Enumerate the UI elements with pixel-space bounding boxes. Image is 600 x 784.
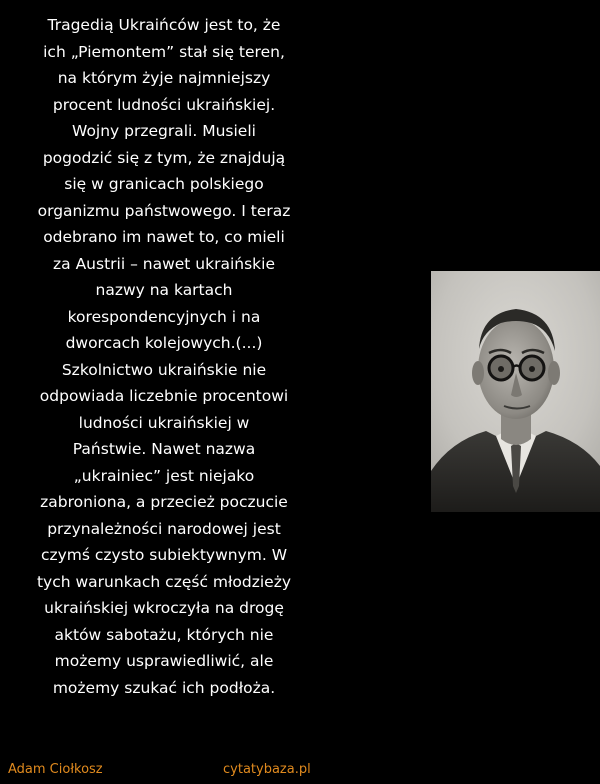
quote-line: „ukrainiec” jest niejako [73, 466, 255, 485]
quote-line: odpowiada liczebnie procentowi [39, 387, 289, 405]
quote-line: korespondencyjnych i na [67, 307, 261, 326]
quote-text [0, 12, 328, 701]
quote-line: procent ludności ukraińskiej. [52, 95, 276, 114]
quote-line: zabroniona, a przecież poczucie [40, 493, 288, 511]
site-link[interactable]: cytatybaza.pl [223, 762, 311, 777]
author-link[interactable]: Adam Ciołkosz [8, 762, 103, 777]
quote-line: czymś czysto subiektywnym. W [40, 546, 288, 564]
quote-line: organizmu państwowego. I teraz [37, 201, 291, 220]
quote-line: na którym żyje najmniejszy [57, 69, 271, 87]
quote-line: możemy szukać ich podłoża. [52, 678, 276, 697]
quote-line: aktów sabotażu, których nie [54, 625, 274, 644]
quote-line: się w granicach polskiego [64, 175, 264, 193]
quote-line: przynależności narodowej jest [47, 519, 281, 538]
quote-line: dworcach kolejowych.(...) [65, 334, 263, 352]
author-portrait [431, 271, 600, 512]
quote-line: ludności ukraińskiej w [78, 413, 250, 432]
quote-line: pogodzić się z tym, że znajdują [42, 148, 286, 167]
quote-line: ich „Piemontem” stał się teren, [43, 42, 285, 61]
portrait-photo-icon [431, 271, 600, 512]
quote-line: odebrano im nawet to, co mieli [43, 228, 285, 246]
quote-line: nazwy na kartach [95, 281, 233, 299]
quote-line: Wojny przegrali. Musieli [72, 122, 256, 140]
quote-line: ukraińskiej wkroczyła na drogę [44, 599, 284, 617]
quote-line: możemy usprawiedliwić, ale [54, 652, 274, 670]
quote-line: tych warunkach część młodzieży [36, 572, 292, 591]
quote-line: Państwie. Nawet nazwa [72, 440, 256, 458]
quote-line: Szkolnictwo ukraińskie nie [61, 360, 267, 379]
quote-line: Tragedią Ukraińców jest to, że [47, 16, 281, 34]
quote-line: za Austrii – nawet ukraińskie [53, 254, 275, 273]
